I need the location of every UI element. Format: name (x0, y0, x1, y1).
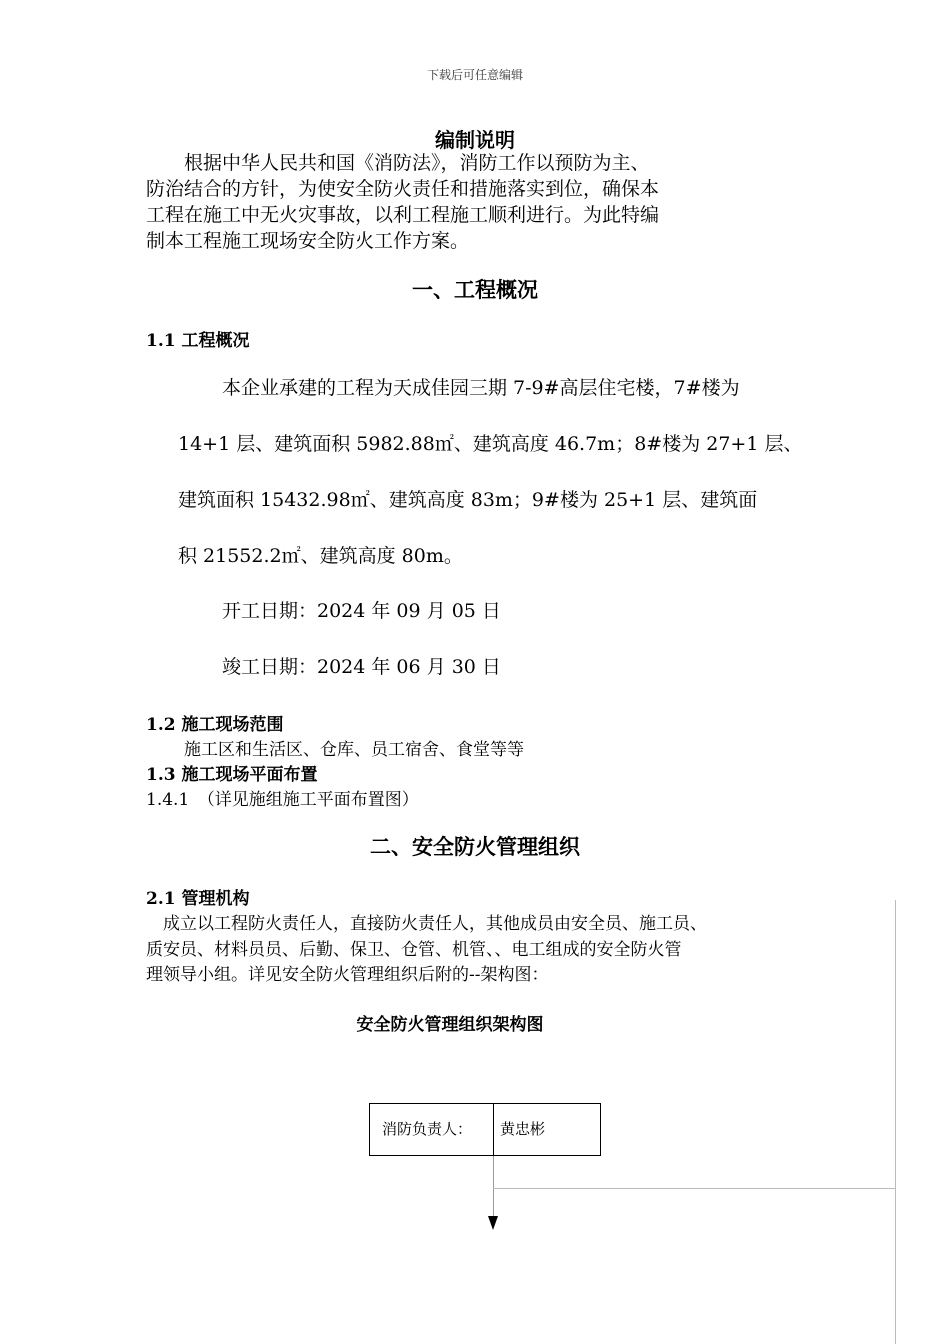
subsection-1-1-title: 1.1 工程概况 (146, 331, 250, 351)
down-arrow-icon (488, 1216, 498, 1230)
subsection-2-1-title: 2.1 管理机构 (146, 889, 250, 909)
connector-line (493, 1156, 494, 1216)
intro-line: 根据中华人民共和国《消防法》，消防工作以预防为主、 (146, 152, 650, 174)
project-overview-line: 建筑面积 15432.98㎡、建筑高度 83m；9#楼为 25+1 层、建筑面 (178, 489, 758, 511)
subsection-1-2-title: 1.2 施工现场范围 (146, 715, 284, 735)
org-chart-title: 安全防火管理组织架构图 (356, 1015, 544, 1035)
management-line: 质安员、材料员员、后勤、保卫、仓管、机管、、电工组成的安全防火管 (146, 940, 682, 960)
intro-line: 制本工程施工现场安全防火工作方案。 (146, 230, 470, 252)
project-overview-line: 14+1 层、建筑面积 5982.88㎡、建筑高度 46.7m；8#楼为 27+1 层、 (178, 433, 803, 455)
intro-line: 工程在施工中无火灾事故，以利工程施工顺利进行。为此特编 (146, 204, 660, 226)
management-line: 成立以工程防火责任人，直接防火责任人，其他成员由安全员、施工员、 (146, 914, 707, 934)
end-date: 竣工日期：2024 年 06 月 30 日 (222, 656, 501, 678)
site-scope-text: 施工区和生活区、仓库、员工宿舍、食堂等等 (184, 740, 524, 760)
subsection-1-3-title: 1.3 施工现场平面布置 (146, 765, 318, 785)
management-line: 理领导小组。详见安全防火管理组织后附的--架构图： (146, 965, 549, 985)
section-2-heading: 二、安全防火管理组织 (370, 834, 580, 859)
project-overview-line: 积 21552.2㎡、建筑高度 80m。 (178, 545, 463, 567)
section-1-heading: 一、工程概况 (412, 277, 538, 302)
box-divider (493, 1104, 494, 1155)
frame-right-line (895, 900, 896, 1344)
connector-horizontal-line (493, 1188, 895, 1189)
intro-line: 防治结合的方针，为使安全防火责任和措施落实到位，确保本 (146, 178, 660, 200)
subsection-1-4-1-text: 1.4.1 （详见施组施工平面布置图） (146, 790, 419, 810)
fire-officer-label: 消防负责人： (382, 1120, 473, 1138)
fire-officer-name: 黄忠彬 (500, 1120, 546, 1138)
page-header-note: 下载后可任意编辑 (426, 68, 523, 82)
project-overview-line: 本企业承建的工程为天成佳园三期 7-9#高层住宅楼，7#楼为 (222, 377, 740, 399)
fire-officer-box (369, 1103, 601, 1156)
document-title: 编制说明 (435, 128, 515, 152)
start-date: 开工日期：2024 年 09 月 05 日 (222, 600, 501, 622)
intro-paragraph (146, 150, 826, 254)
